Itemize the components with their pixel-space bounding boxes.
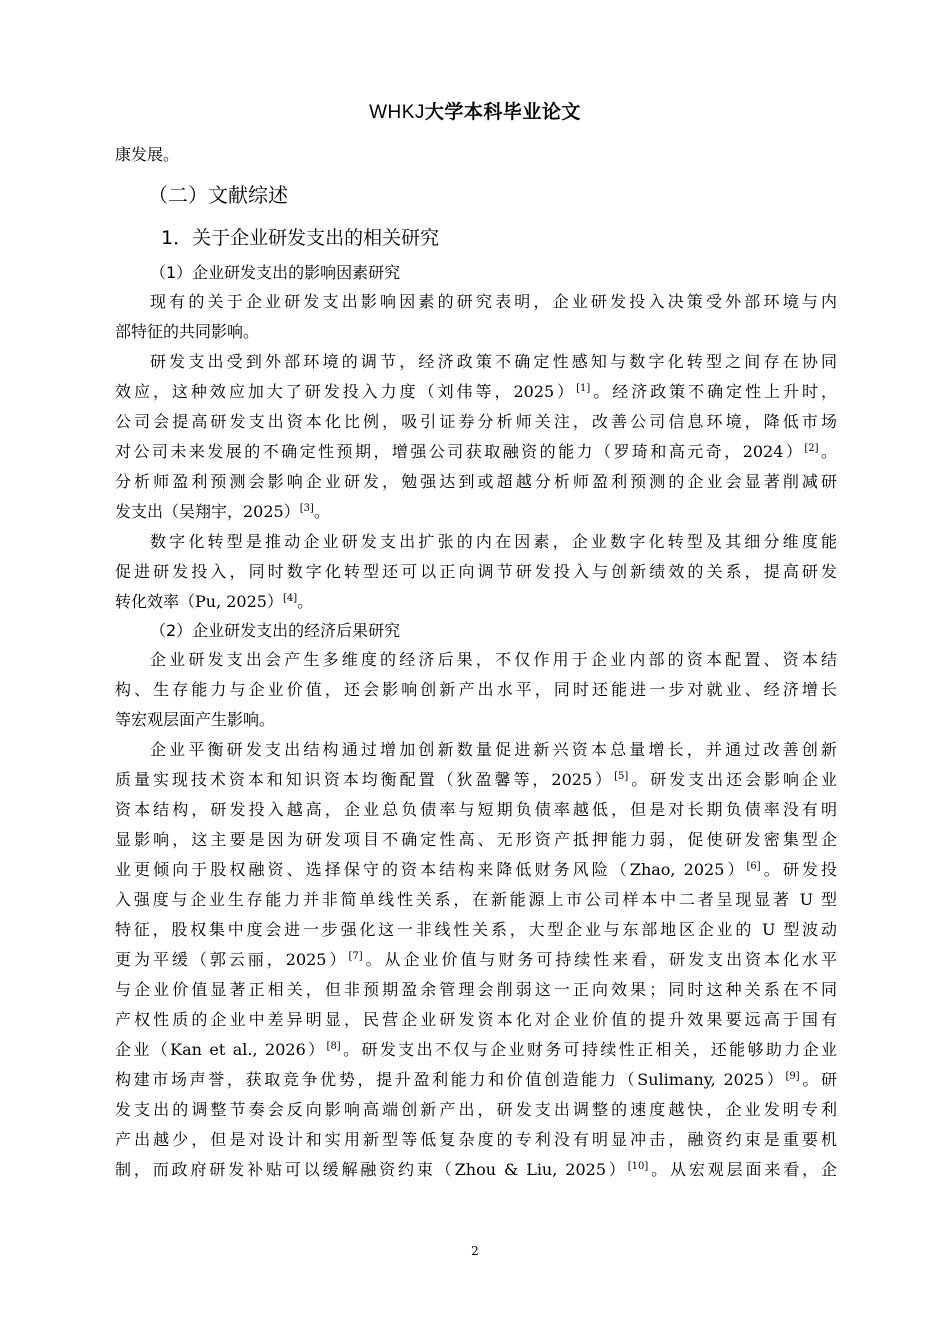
citation-ref: [4] (282, 593, 298, 604)
page-header (0, 97, 950, 124)
paragraph-line: 制，而政府研发补贴可以缓解融资约束（Zhou & Liu, 2025）[10]。从宏观层面来看，企 (115, 1160, 837, 1179)
paragraph-line: 产出越少，但是对设计和实用新型等低复杂度的专利没有明显冲击，融资约束是重要机 (115, 1130, 837, 1149)
paragraph-line: 研发支出受到外部环境的调节，经济政策不确定性感知与数字化转型之间存在协同 (150, 352, 837, 371)
paragraph-line: 质量实现技术资本和知识资本均衡配置（狄盈馨等，2025）[5]。研发支出还会影响企业 (115, 770, 837, 789)
paragraph-line: 构、生存能力与企业价值，还会影响创新产出水平，同时还能进一步对就业、经济增长 (115, 680, 837, 699)
subsection-heading: 1．关于企业研发支出的相关研究 (161, 227, 440, 249)
section-heading: （二）文献综述 (148, 183, 288, 207)
citation-ref: [2] (804, 443, 819, 454)
paragraph-line: 与企业价值显著正相关，但非预期盈余管理会削弱这一正向效果；同时这种关系在不同 (115, 980, 837, 999)
paragraph-line: 分析师盈利预测会影响企业研发，勉强达到或超越分析师盈利预测的企业会显著削减研 (115, 472, 837, 491)
sub1-heading: （1）企业研发支出的影响因素研究 (150, 263, 401, 282)
paragraph-line: 效应，这种效应加大了研发投入力度（刘伟等，2025）[1]。经济政策不确定性上升时， (115, 382, 837, 401)
paragraph-line: 特征，股权集中度会进一步强化这一非线性关系，大型企业与东部地区企业的 U 型波动 (115, 920, 837, 939)
paragraph-line: 促进研发投入，同时数字化转型还可以正向调节研发投入与创新绩效的关系，提高研发 (115, 562, 837, 581)
paragraph-line: 更为平缓（郭云丽，2025）[7]。从企业价值与财务可持续性来看，研发支出资本化水平 (115, 950, 837, 969)
paragraph-line: 企业（Kan et al., 2026）[8]。研发支出不仅与企业财务可持续性正相关，还能够助力企业 (115, 1040, 837, 1059)
sub2-heading: （2）企业研发支出的经济后果研究 (150, 621, 401, 640)
paragraph-line: 企业平衡研发支出结构通过增加创新数量促进新兴资本总量增长，并通过改善创新 (150, 740, 837, 759)
citation-ref: [7] (348, 951, 363, 962)
citation-ref: [3] (299, 503, 314, 514)
paragraph-line: 等宏观层面产生影响。 (115, 710, 276, 729)
paragraph-line: 产权性质的企业中差异明显，民营企业研发资本化对企业价值的提升效果要远高于国有 (115, 1010, 837, 1029)
citation-ref: [1] (576, 383, 591, 394)
header-school-code: WHKJ (369, 102, 425, 123)
continuation-text: 康发展。 (115, 145, 180, 164)
paragraph-line: 转化效率（Pu, 2025）[4]。 (115, 592, 314, 611)
citation-ref: [9] (785, 1071, 800, 1082)
paragraph-line: 显影响，这主要是因为研发项目不确定性高、无形资产抵押能力弱，促使研发密集型企 (115, 830, 837, 849)
paragraph-line: 资本结构，研发投入越高，企业总负债率与短期负债率越低，但是对长期负债率没有明 (115, 800, 837, 819)
paragraph-line: 业更倾向于股权融资、选择保守的资本结构来降低财务风险（Zhao, 2025）[6]。研发投 (115, 860, 837, 879)
paragraph-line: 部特征的共同影响。 (115, 322, 260, 341)
paragraph-line: 企业研发支出会产生多维度的经济后果，不仅作用于企业内部的资本配置、资本结 (150, 650, 837, 669)
page-number: 2 (471, 1244, 479, 1258)
paragraph-line: 构建市场声誉，获取竞争优势，提升盈利能力和价值创造能力（Sulimany, 2025）[9]。研 (115, 1070, 837, 1089)
paragraph-line: 入强度与企业生存能力并非简单线性关系，在新能源上市公司样本中二者呈现显著 U 型 (115, 890, 837, 909)
paragraph-line: 发支出（吴翔宇，2025）[3]。 (115, 502, 330, 521)
paragraph-line: 数字化转型是推动企业研发支出扩张的内在因素，企业数字化转型及其细分维度能 (150, 532, 837, 551)
citation-ref: [6] (746, 861, 761, 872)
paragraph-line: 现有的关于企业研发支出影响因素的研究表明，企业研发投入决策受外部环境与内 (150, 292, 837, 311)
paragraph-line: 公司会提高研发支出资本化比例，吸引证券分析师关注，改善公司信息环境，降低市场 (115, 412, 837, 431)
citation-ref: [8] (326, 1041, 341, 1052)
document-body (115, 140, 837, 1185)
header-title: 大学本科毕业论文 (424, 101, 581, 123)
paragraph-line: 对公司未来发展的不确定性预期，增强公司获取融资的能力（罗琦和高元奇，2024）[2]。 (115, 442, 837, 461)
paragraph-line: 发支出的调整节奏会反向影响高端创新产出，研发支出调整的速度越快，企业发明专利 (115, 1100, 837, 1119)
citation-ref: [10] (627, 1161, 649, 1172)
citation-ref: [5] (614, 771, 629, 782)
